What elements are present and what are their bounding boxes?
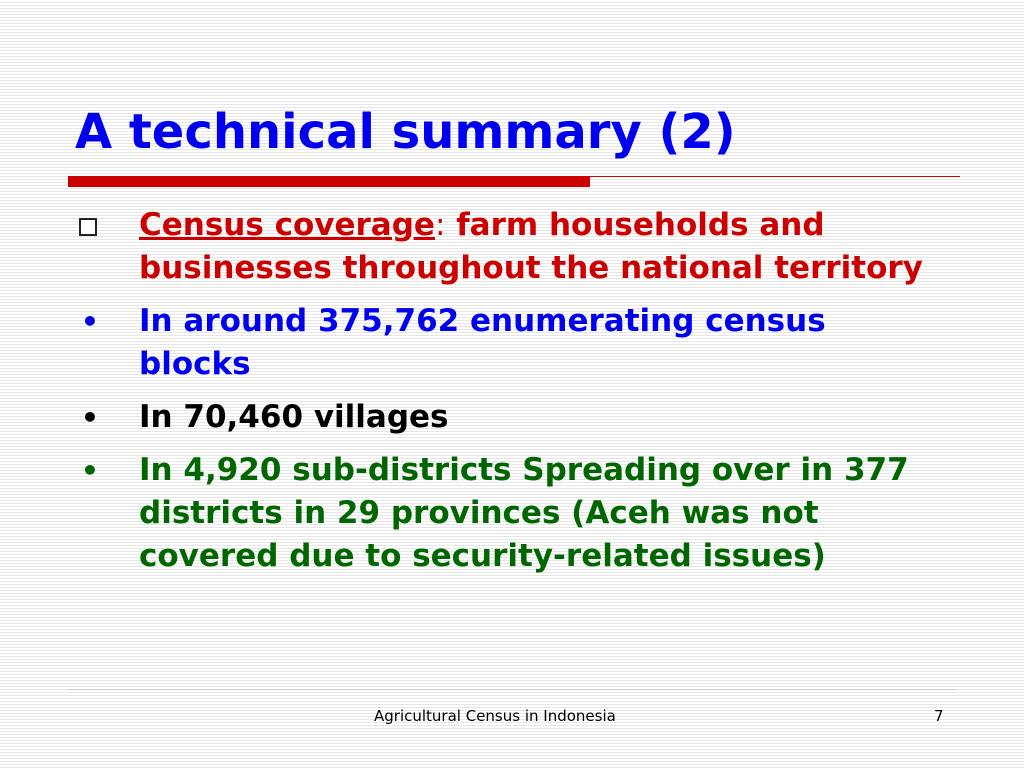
bullet-item-villages (75, 396, 945, 439)
bullet-text (139, 204, 945, 290)
bullet-separator: : (434, 207, 446, 243)
page-number: 7 (934, 707, 944, 725)
bullet-text: In 70,460 villages (139, 399, 449, 435)
bullet-text: In 4,920 sub-districts Spreading over in 377 districts in 29 provinces (Aceh was not covered due to security-related issues) (139, 452, 909, 574)
title-underline-thick (68, 176, 590, 187)
bullet-term: Census coverage (139, 207, 435, 243)
bullet-body: farm households and businesses throughout the national territory (139, 207, 923, 286)
footer-divider (68, 689, 956, 690)
footer-title: Agricultural Census in Indonesia (374, 707, 616, 725)
bullet-item-census-blocks (75, 300, 945, 386)
bullet-text: In around 375,762 enumerating census blocks (139, 303, 826, 382)
bullet-item-sub-districts (75, 449, 945, 578)
bullet-list (75, 204, 945, 588)
slide-title: A technical summary (2) (75, 104, 736, 160)
bullet-dot-icon: • (81, 454, 99, 487)
bullet-dot-icon: • (81, 401, 99, 434)
bullet-dot-icon: • (81, 305, 99, 338)
square-bullet-icon (75, 204, 139, 290)
title-underline-thin (590, 176, 960, 177)
bullet-item-coverage (75, 204, 945, 290)
